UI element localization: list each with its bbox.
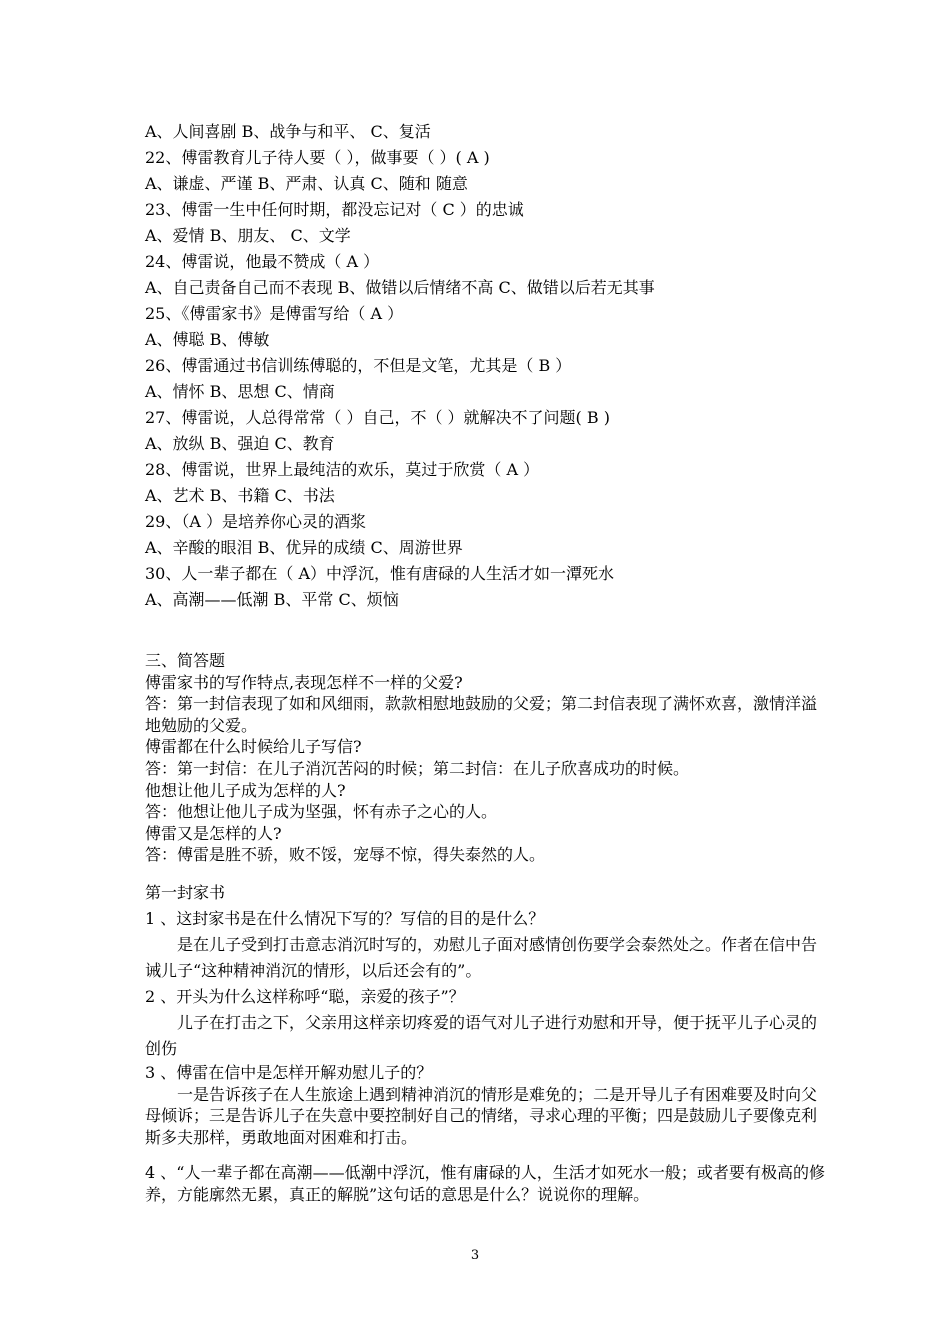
question-line: 傅雷都在什么时候给儿子写信? [145,737,362,757]
page-number: 3 [470,1248,480,1263]
question-line: 27、傅雷说，人总得常常（ ）自己，不（ ）就解决不了问题( B ) [145,408,610,427]
choice-line: A、人间喜剧 B、战争与和平、 C、复活 [145,122,431,141]
question-line: 28、傅雷说，世界上最纯洁的欢乐，莫过于欣赏（ A ） [145,460,540,479]
choice-line: A、高潮——低潮 B、平常 C、烦恼 [145,590,399,609]
answer-paragraph: 一是告诉孩子在人生旅途上遇到精神消沉的情形是难免的；二是开导儿子有困难要及时向父母倾诉；三是告诉儿子在失意中要控制好自己的情绪，寻求心理的平衡；四是鼓励儿子要像克利斯多夫那样，勇敢地面对困难和打击。 [145,1084,818,1147]
question-line: 26、傅雷通过书信训练傅聪的，不但是文笔，尤其是（ B ） [145,356,572,375]
question-line: 24、傅雷说，他最不赞成（ A ） [145,252,380,271]
question-line: 傅雷又是怎样的人? [145,823,282,843]
question-line: 22、傅雷教育儿子待人要（ ），做事要（ ）( A ) [145,148,490,167]
answer-line: 答：傅雷是胜不骄，败不馁，宠辱不惊，得失泰然的人。 [145,845,546,865]
first-letter-section [145,880,825,1206]
question-line: 30、人一辈子都在（ A）中浮沉，惟有唐碌的人生活才如一潭死水 [145,564,615,583]
question-line: 3 、傅雷在信中是怎样开解劝慰儿子的？ [145,1063,433,1082]
answer-line: 答：第一封信表现了如和风细雨，款款相慰地鼓励的父爱；第二封信表现了满怀欢喜，激情洋溢地勉励的父爱。 [145,694,818,735]
answer-paragraph: 儿子在打击之下，父亲用这样亲切疼爱的语气对儿子进行劝慰和开导，便于抚平儿子心灵的创伤 [145,1013,818,1058]
short-answer-section [145,650,825,866]
answer-line: 答：第一封信：在儿子消沉苦闷的时候；第二封信：在儿子欣喜成功的时候。 [145,758,690,778]
choice-line: A、爱情 B、朋友、 C、文学 [145,226,351,245]
answer-paragraph: 是在儿子受到打击意志消沉时写的，劝慰儿子面对感情创伤要学会泰然处之。作者在信中告诫儿子“这种精神消沉的情形，以后还会有的”。 [145,935,818,980]
choice-line: A、放纵 B、强迫 C、教育 [145,434,335,453]
choice-line: A、情怀 B、思想 C、情商 [145,382,335,401]
question-line: 23、傅雷一生中任何时期，都没忘记对（ C ）的忠诚 [145,200,524,219]
choice-line: A、自己责备自己而不表现 B、做错以后情绪不高 C、做错以后若无其事 [145,278,655,297]
choice-line: A、辛酸的眼泪 B、优异的成绩 C、周游世界 [145,538,463,557]
question-line: 2 、开头为什么这样称呼“聪，亲爱的孩子”？ [145,987,465,1006]
question-paragraph: 4 、“人一辈子都在高潮——低潮中浮沉，惟有庸碌的人，生活才如死水一般；或者要有极高的修养，方能廓然无累，真正的解脱”这句话的意思是什么？说说你的理解。 [145,1163,825,1204]
section-heading: 三、简答题 [145,651,226,670]
choice-line: A、谦虚、严谨 B、严肃、认真 C、随和 随意 [145,174,468,193]
multiple-choice-section [145,119,825,613]
choice-line: A、艺术 B、书籍 C、书法 [145,486,335,505]
question-line: 他想让他儿子成为怎样的人? [145,780,346,800]
answer-line: 答：他想让他儿子成为坚强，怀有赤子之心的人。 [145,802,498,822]
section-heading: 第一封家书 [145,883,226,902]
question-line: 25、《傅雷家书》是傅雷写给（ A ） [145,304,404,323]
question-line: 傅雷家书的写作特点,表现怎样不一样的父爱? [145,672,463,692]
choice-line: A、傅聪 B、傅敏 [145,330,270,349]
question-line: 1 、这封家书是在什么情况下写的？写信的目的是什么？ [145,909,545,928]
question-line: 29、（A ）是培养你心灵的酒浆 [145,512,367,531]
